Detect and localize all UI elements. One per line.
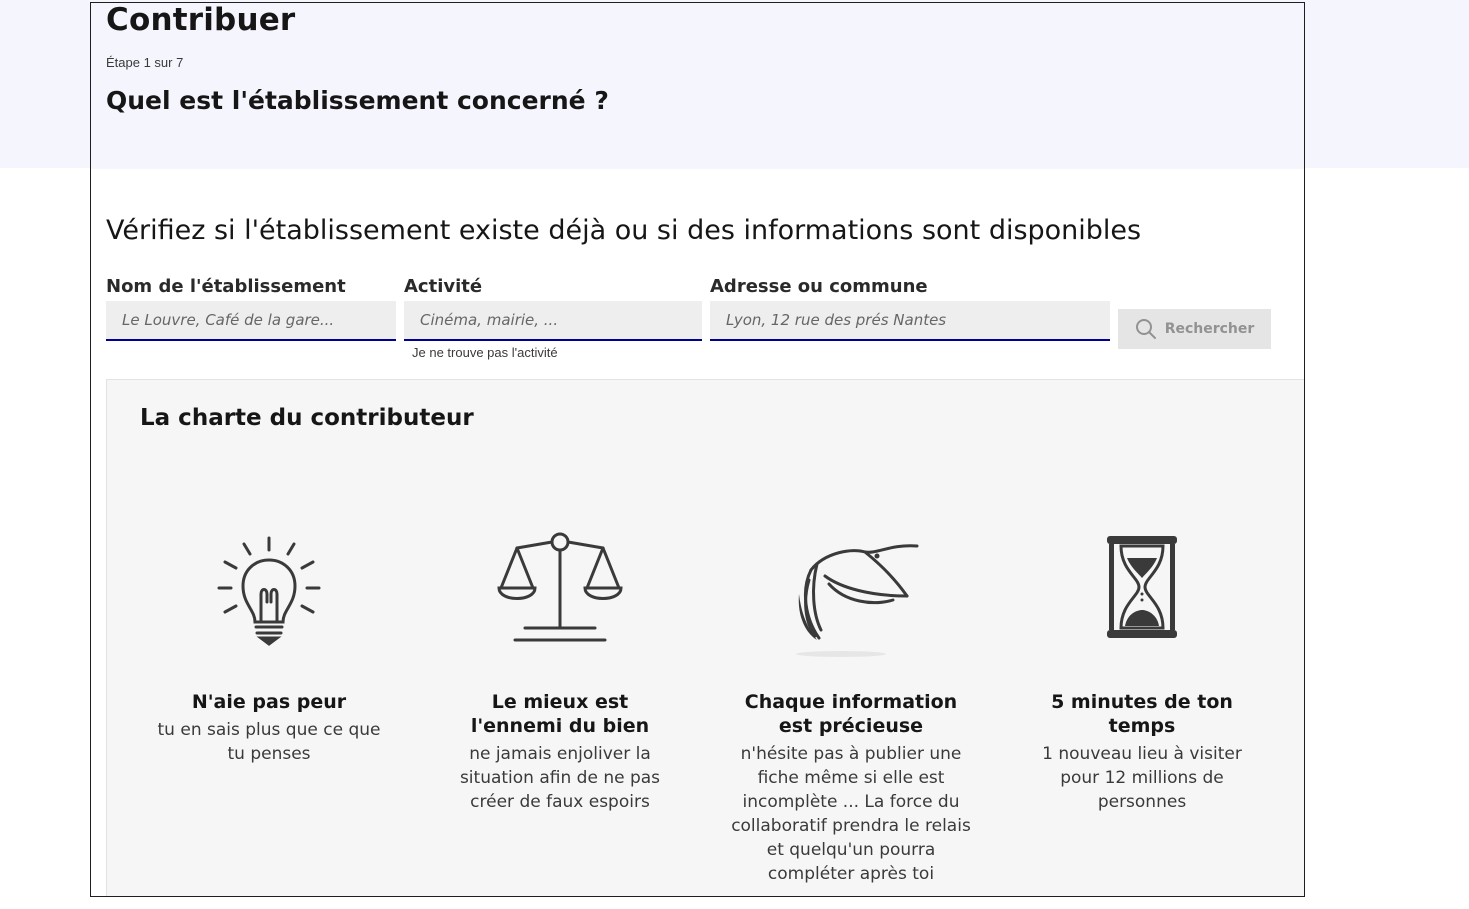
lightbulb-icon (209, 530, 329, 650)
name-input[interactable] (106, 301, 396, 341)
activity-field-label: Activité (404, 276, 483, 297)
main-frame (90, 2, 1305, 897)
activity-hint-link[interactable]: Je ne trouve pas l'activité (412, 345, 558, 360)
hummingbird-icon (781, 530, 921, 660)
charter-card-no-fear (139, 530, 399, 766)
address-input[interactable] (710, 301, 1110, 341)
search-button[interactable] (1118, 309, 1271, 349)
card-text: tu en sais plus que ce que tu penses (157, 720, 381, 764)
search-icon (1135, 318, 1157, 340)
question-heading: Quel est l'établissement concerné ? (106, 86, 609, 115)
scales-icon (495, 530, 625, 650)
card-text: 1 nouveau lieu à visiter pour 12 millions de personnes (1042, 744, 1242, 812)
hourglass-icon (1097, 530, 1187, 650)
search-button-label: Rechercher (1164, 321, 1255, 337)
card-text: ne jamais enjoliver la situation afin de ne pas créer de faux espoirs (459, 744, 661, 812)
charter-card-five-minutes (1012, 530, 1272, 814)
search-heading: Vérifiez si l'établissement existe déjà ou si des informations sont disponibles (106, 215, 1142, 246)
step-indicator: Étape 1 sur 7 (106, 55, 184, 70)
contributor-charter (106, 379, 1304, 896)
address-field-label: Adresse ou commune (710, 276, 928, 297)
card-title: 5 minutes de ton temps (1051, 691, 1233, 737)
page-title: Contribuer (106, 2, 296, 38)
card-title: Le mieux est l'ennemi du bien (470, 691, 650, 737)
charter-card-precious-info (721, 530, 981, 886)
name-field-label: Nom de l'établissement (106, 276, 346, 297)
activity-input[interactable] (404, 301, 702, 341)
card-title: Chaque information est précieuse (744, 691, 958, 737)
card-title: N'aie pas peur (191, 691, 347, 713)
charter-card-best-enemy-good (430, 530, 690, 814)
charter-title: La charte du contributeur (140, 405, 474, 431)
card-text: n'hésite pas à publier une fiche même si elle est incomplète ... La force du collaboratif prendra le relais et quelqu'un pourra compléter après toi (731, 744, 971, 884)
